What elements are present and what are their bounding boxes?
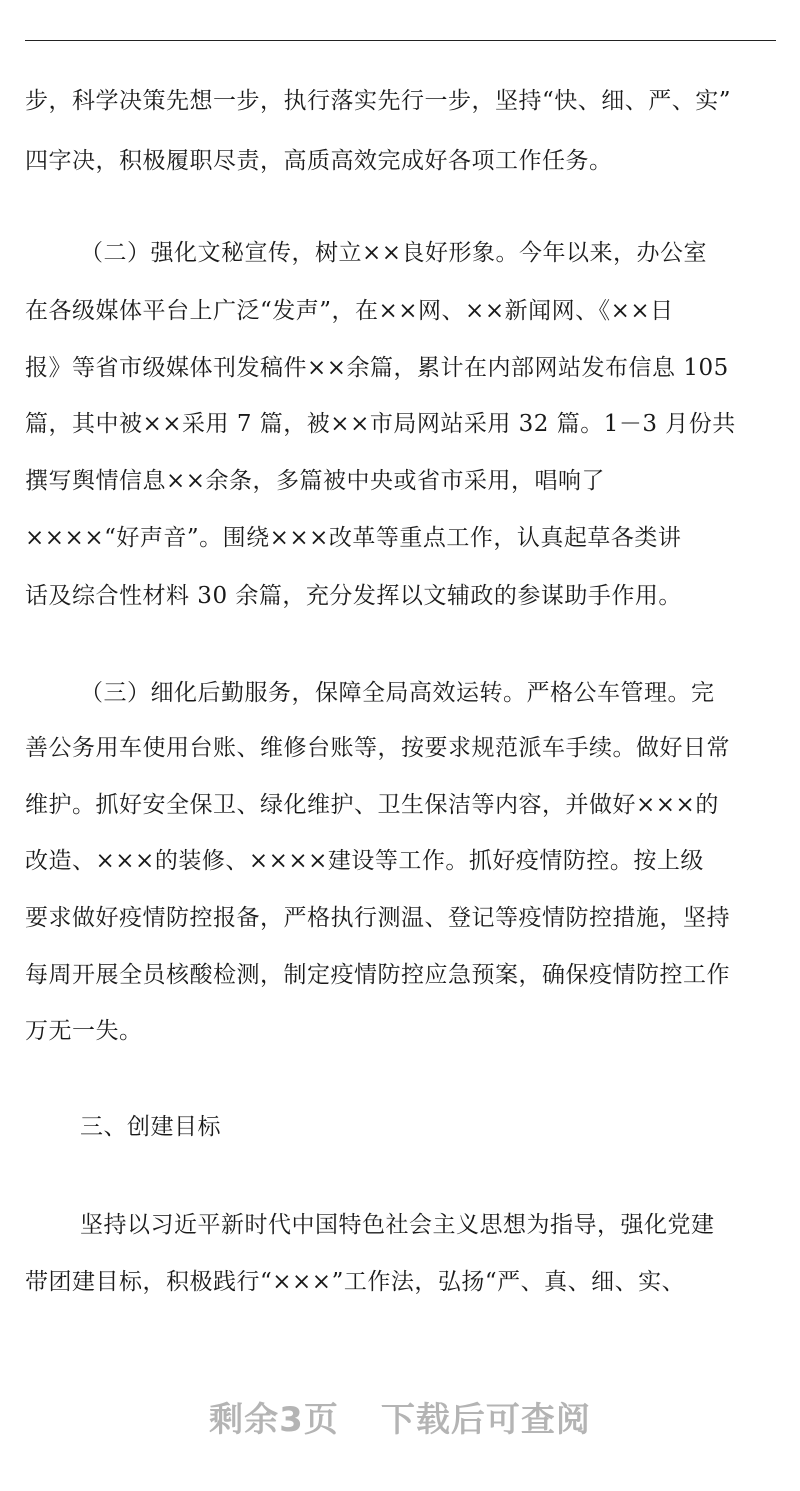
- text-line: 话及综合性材料 30 余篇，充分发挥以文辅政的参谋助手作用。: [25, 583, 682, 609]
- text-line: 坚持以习近平新时代中国特色社会主义思想为指导，强化党建: [80, 1212, 715, 1238]
- text-line: 四字决，积极履职尽责，高质高效完成好各项工作任务。: [25, 148, 613, 174]
- text-line: 改造、×××的装修、××××建设等工作。抓好疫情防控。按上级: [25, 848, 704, 874]
- text-line: 带团建目标，积极践行“×××”工作法，弘扬“严、真、细、实、: [25, 1269, 686, 1295]
- text-line: ××××“好声音”。围绕×××改革等重点工作，认真起草各类讲: [25, 525, 682, 551]
- section-heading-2: （二）强化文秘宣传，树立××良好形象。今年以来，办公室: [80, 240, 708, 266]
- text-line: 撰写舆情信息××余条，多篇被中央或省市采用，唱响了: [25, 468, 606, 494]
- text-line: 万无一失。: [25, 1018, 143, 1044]
- text-line: 报》等省市级媒体刊发稿件××余篇，累计在内部网站发布信息 105: [25, 355, 729, 381]
- chapter-heading: 三、创建目标: [80, 1114, 221, 1140]
- text-line: 在各级媒体平台上广泛“发声”，在××网、××新闻网、《××日: [25, 298, 674, 324]
- text-line: 篇，其中被××采用 7 篇，被××市局网站采用 32 篇。1－3 月份共: [25, 411, 736, 437]
- text-line: 维护。抓好安全保卫、绿化维护、卫生保洁等内容，并做好×××的: [25, 792, 719, 818]
- text-line: 步，科学决策先想一步，执行落实先行一步，坚持“快、细、严、实”: [25, 88, 732, 114]
- text-line: 要求做好疫情防控报备，严格执行测温、登记等疫情防控措施，坚持: [25, 905, 730, 931]
- download-hint-label: 下载后可查阅: [380, 1400, 591, 1440]
- remaining-pages-label: 剩余3页: [209, 1400, 339, 1440]
- section-heading-3: （三）细化后勤服务，保障全局高效运转。严格公车管理。完: [80, 680, 715, 706]
- header-rule: [25, 40, 776, 41]
- download-banner[interactable]: [0, 1392, 800, 1441]
- text-line: 每周开展全员核酸检测，制定疫情防控应急预案，确保疫情防控工作: [25, 962, 730, 988]
- text-line: 善公务用车使用台账、维修台账等，按要求规范派车手续。做好日常: [25, 735, 730, 761]
